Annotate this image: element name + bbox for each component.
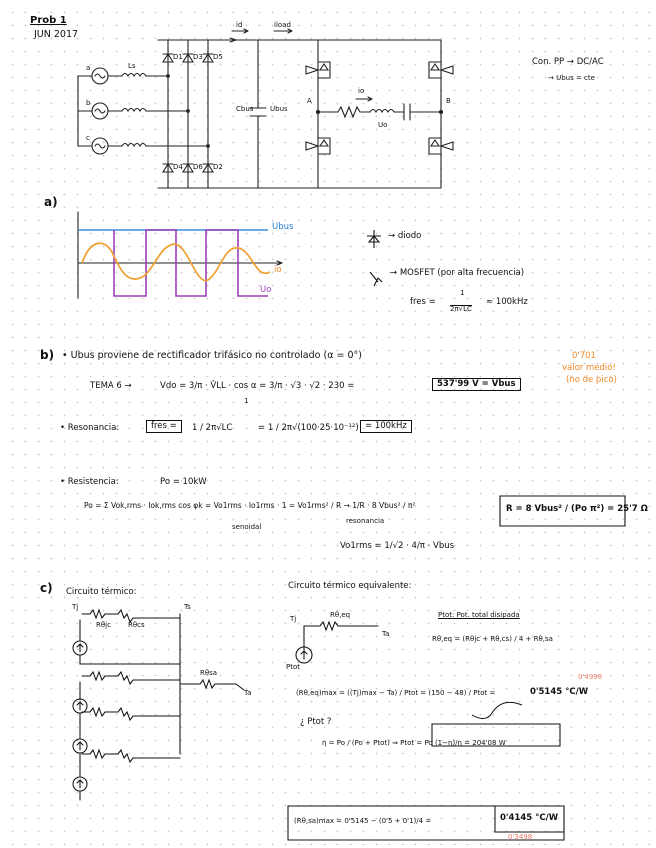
phase-c-label: c	[86, 134, 90, 142]
output-power: Po = 10kW	[160, 477, 207, 487]
diode-symbol-note: → diodo	[388, 231, 422, 241]
vdo-result: 537'99 V = Vbus	[432, 378, 521, 391]
final-alt: 0'3498	[508, 833, 533, 841]
problem-date: JUN 2017	[34, 29, 79, 40]
resonance-frac1: 1 / 2π√LC	[192, 423, 233, 433]
req-max-equation: (Rθ,eq)max = ((Tj)max − Ta) / Ptot = (150 − 48) / Ptot =	[296, 689, 496, 697]
vdo-equation: Vdo = 3/π · V̂LL · cos α = 3/π · √3 · √2 · 230 =	[160, 381, 355, 391]
part-b-line1: • Ubus proviene de rectificador trifásico no controlado (α = 0°)	[62, 350, 362, 361]
part-b-label: b)	[40, 348, 55, 362]
ta-eq-label: Ta	[382, 630, 390, 638]
diode-d5: D5	[213, 53, 223, 61]
rsa-label: Rθsa	[200, 669, 218, 677]
diode-d1: D1	[173, 53, 183, 61]
resistance-result: R = 8 Vbus² / (Po π²) = 25'7 Ω	[506, 504, 648, 514]
inductor-label: Ls	[128, 62, 136, 70]
power-equation: Po = Σ Vok,rms · Iok,rms cos φk = Vo1rms · Io1rms · 1 = Vo1rms² / R → 1/R · 8 Vbus² / π²	[84, 501, 416, 510]
tema-ref: TEMA 6 →	[90, 381, 132, 391]
thermal-circuit-title: Circuito térmico:	[66, 587, 137, 597]
fres-den: 2π√LC	[450, 305, 472, 313]
vo-label: Uo	[378, 121, 388, 129]
req-max-alt: 0'4998	[578, 673, 603, 681]
cbus-label: Cbus	[236, 105, 254, 113]
circuit-note-2: → Ubus = cte	[548, 74, 595, 82]
side-note-1: 0'701	[572, 351, 596, 361]
resonance-frac2: = 1 / 2π√(100·25·10⁻¹²)	[258, 423, 359, 433]
ptot-question: ¿ Ptot ?	[300, 717, 332, 727]
tj-eq-label: Tj	[290, 615, 297, 623]
vbus-label: Ubus	[270, 105, 288, 113]
efficiency-equation: η = Po / (Po + Ptot) ⇒ Ptot = Po (1−η)/η = 204'08 W	[322, 739, 506, 747]
node-b: B	[446, 97, 451, 105]
ptot-label: Ptot	[286, 663, 300, 671]
ts-label: Ts	[184, 603, 191, 611]
side-note-2: valor medio!	[562, 363, 616, 373]
fres-num: 1	[460, 289, 465, 297]
problem-title: Prob 1	[30, 15, 67, 26]
diode-d6: D6	[193, 163, 203, 171]
resonance-lhs: fres =	[146, 420, 182, 433]
diode-d3: D3	[193, 53, 203, 61]
io-label: io	[358, 87, 365, 95]
final-value: 0'4145 °C/W	[500, 813, 559, 823]
vo1-equation: Vo1rms = 1/√2 · 4/π · Vbus	[340, 541, 455, 551]
waveform-axes	[78, 212, 282, 298]
part-a-label: a)	[44, 195, 58, 209]
resonance-label: • Resonancia:	[60, 423, 120, 433]
resonance-result: = 100kHz	[360, 420, 412, 433]
resistance-label: • Resistencia:	[60, 477, 119, 487]
rjc-label: Rθjc	[96, 621, 111, 629]
h-bridge	[306, 40, 453, 188]
rcs-label: Rθcs	[128, 621, 145, 629]
note-resonance: resonancia	[346, 517, 385, 525]
note-sinusoidal: senoidal	[232, 523, 262, 531]
phase-a-label: a	[86, 64, 91, 72]
fres-lhs: fres =	[410, 297, 436, 307]
final-equation: (Rθ,sa)max = 0'5145 − (0'5 + 0'1)/4 =	[294, 817, 432, 825]
req-equation: Rθ,eq = (Rθjc + Rθ,cs) / 4 + Rθ,sa	[432, 635, 553, 643]
part-c-label: c)	[40, 581, 53, 595]
iload-label: iload	[274, 21, 291, 29]
diode-d4: D4	[173, 163, 183, 171]
node-a: A	[307, 97, 312, 105]
diode-d2: D2	[213, 163, 223, 171]
tj-label: Tj	[72, 603, 79, 611]
req-label: Rθ,eq	[330, 611, 351, 619]
phase-b-label: b	[86, 99, 91, 107]
fres-value: ≈ 100kHz	[486, 297, 528, 307]
pdiss-note: Ptot: Pot. total disipada	[438, 611, 520, 619]
req-max-value: 0'5145 °C/W	[530, 687, 589, 697]
thermal-eq-title: Circuito térmico equivalente:	[288, 581, 412, 591]
mosfet-symbol-note: → MOSFET (por alta frecuencia)	[390, 268, 525, 278]
circuit-note-1: Con. PP → DC/AC	[532, 57, 604, 67]
legend-vbus: Ubus	[272, 222, 294, 232]
ta-label: Ta	[244, 689, 252, 697]
id-label: id	[236, 21, 243, 29]
legend-vo: Uo	[260, 285, 272, 295]
legend-io: io	[274, 265, 282, 275]
cos-one: 1	[244, 397, 249, 405]
side-note-3: (no de pico)	[566, 375, 617, 385]
